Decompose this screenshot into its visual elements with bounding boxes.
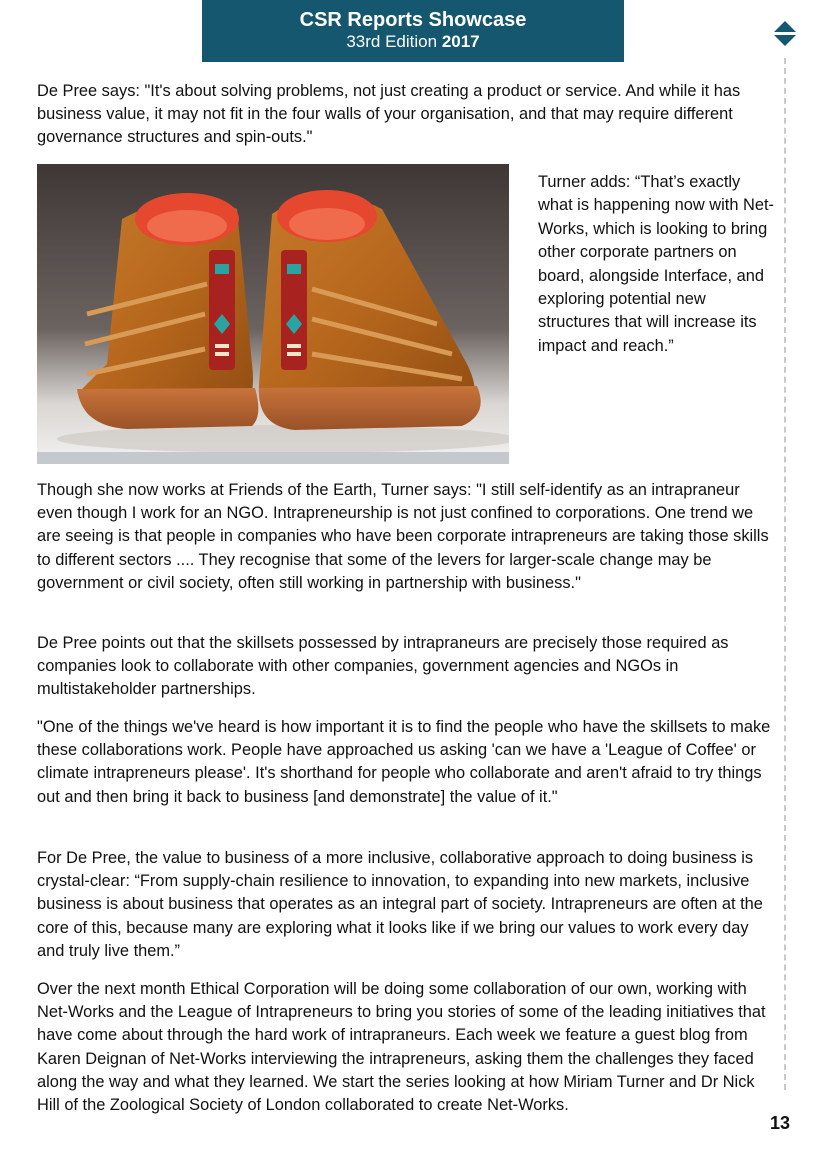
paragraph-4: "One of the things we've heard is how important it is to find the people who have the skillsets to make these collaborations work. People have approached us asking 'can we have a 'League of Coffee' or climate intrapreneurs please'. It's shorthand for people who collaborate and aren't afraid to try things out and then bring it back to business [and demonstrate] the value of it.": [37, 718, 771, 806]
paragraph-5: For De Pree, the value to business of a more inclusive, collaborative approach to doing business is crystal-clear: “From supply-chain resilience to innovation, to expanding into new markets, inclusive business is about business that operates as an integral part of society. Intrapreneurs are often at the core of this, because many are exploring what it looks like if we bring our values to work every day and truly live them.”: [37, 849, 763, 960]
page-header: [202, 0, 624, 62]
edition-line: [202, 32, 624, 52]
edition-year: 2017: [441, 32, 480, 51]
dashed-divider: [784, 58, 786, 1090]
edition-label: 33rd Edition: [346, 32, 438, 51]
publication-title: CSR Reports Showcase: [299, 9, 527, 31]
sneakers-photo: [37, 164, 509, 464]
paragraph-6: Over the next month Ethical Corporation will be doing some collaboration of our own, working with Net-Works and the League of Intrapreneurs to bring you stories of some of the leading initiatives that have come about through the hard work of intrapraneurs. Each week we feature a guest blog from Karen Deignan of Net-Works interviewing the intrapreneurs, asking them the challenges they faced along the way and what they learned. We start the series looking at how Miriam Turner and Dr Nick Hill of the Zoological Society of London collaborated to create Net-Works.: [37, 980, 766, 1115]
up-down-arrows-icon[interactable]: [773, 20, 797, 48]
paragraph-1: De Pree says: "It's about solving problems, not just creating a product or service. And while it has business value, it may not fit in the four walls of your organisation, and that may require different governance structures and spin-outs.": [37, 82, 741, 147]
page-number: 13: [770, 1113, 791, 1133]
sidebar-paragraph: Turner adds: “That’s exactly what is happening now with Net-Works, which is looking to bring other corporate partners on board, alongside Interface, and exploring potential new structures that will increase its impact and reach.”: [538, 173, 774, 355]
paragraph-2: Though she now works at Friends of the Earth, Turner says: "I still self-identify as an intrapraneur even though I work for an NGO. Intrapreneurship is not just confined to corporations. One trend we are seeing is that people in companies who have been corporate intrapreneurs are taking those skills to different sectors .... They recognise that some of the levers for larger-scale change may be government or civil society, often still working in partnership with business.": [37, 481, 769, 592]
paragraph-3: De Pree points out that the skillsets possessed by intrapraneurs are precisely those required as companies look to collaborate with other companies, government agencies and NGOs in multistakeholder partnerships.: [37, 634, 729, 699]
